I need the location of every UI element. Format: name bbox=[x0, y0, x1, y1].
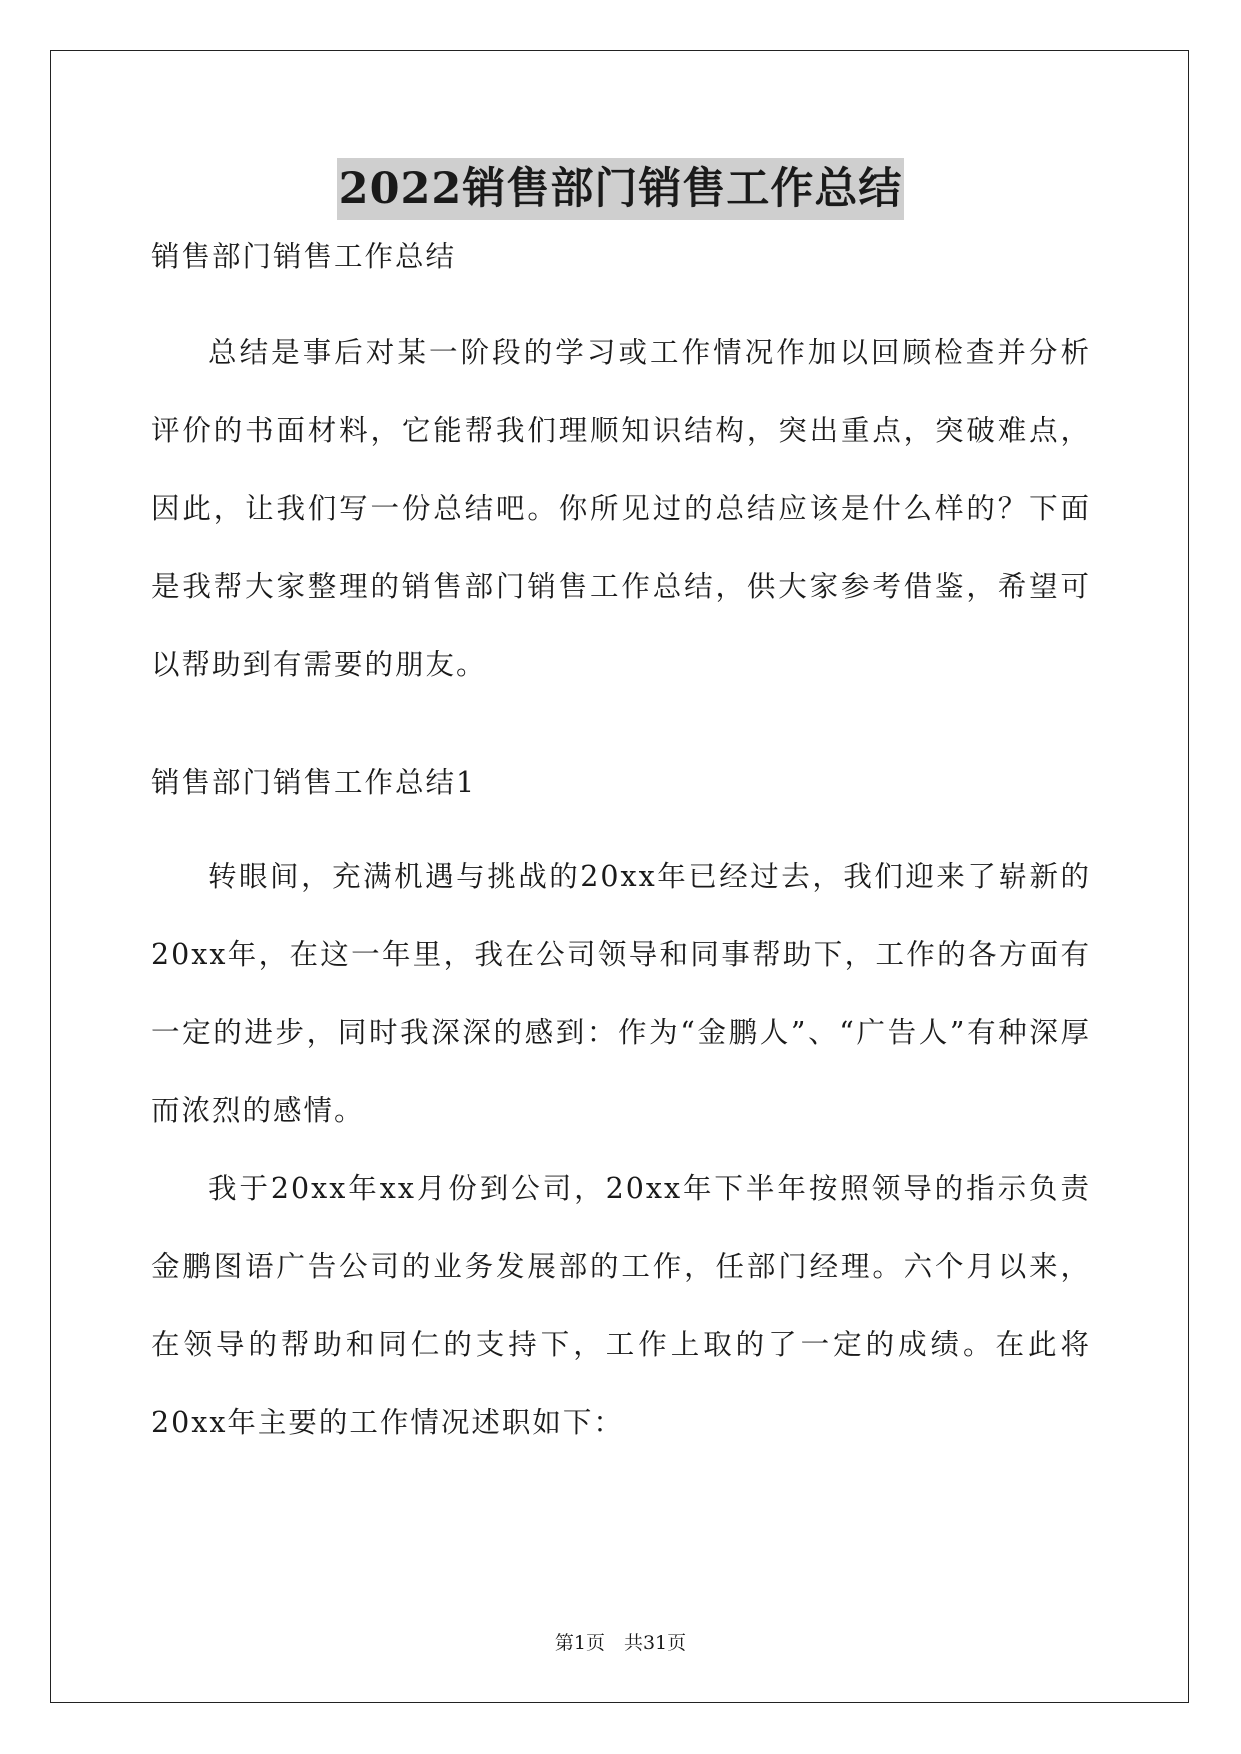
document-body bbox=[151, 236, 1091, 1462]
section-1-paragraph-2: 我于20xx年xx月份到公司，20xx年下半年按照领导的指示负责金鹏图语广告公司的业务发展部的工作，任部门经理。六个月以来，在领导的帮助和同仁的支持下，工作上取的了一定的成绩。在此将20xx年主要的工作情况述职如下： bbox=[151, 1172, 1091, 1439]
intro-paragraph: 总结是事后对某一阶段的学习或工作情况作加以回顾检查并分析评价的书面材料，它能帮我们理顺知识结构，突出重点，突破难点，因此，让我们写一份总结吧。你所见过的总结应该是什么样的？下面是我帮大家整理的销售部门销售工作总结，供大家参考借鉴，希望可以帮助到有需要的朋友。 bbox=[151, 336, 1091, 681]
spacer bbox=[151, 278, 1091, 314]
subtitle-heading: 销售部门销售工作总结 bbox=[151, 240, 457, 273]
document-title: 2022销售部门销售工作总结 bbox=[337, 158, 905, 220]
page-footer: 第1页 共31页 bbox=[554, 1632, 687, 1654]
spacer bbox=[151, 704, 1091, 762]
section-1-paragraph-1: 转眼间，充满机遇与挑战的20xx年已经过去，我们迎来了崭新的20xx年，在这一年里，我在公司领导和同事帮助下，工作的各方面有一定的进步，同时我深深的感到：作为“金鹏人”、“广告人”有种深厚而浓烈的感情。 bbox=[151, 860, 1091, 1127]
section-1-heading: 销售部门销售工作总结1 bbox=[151, 766, 477, 799]
spacer bbox=[151, 804, 1091, 838]
title-container bbox=[0, 158, 1241, 220]
